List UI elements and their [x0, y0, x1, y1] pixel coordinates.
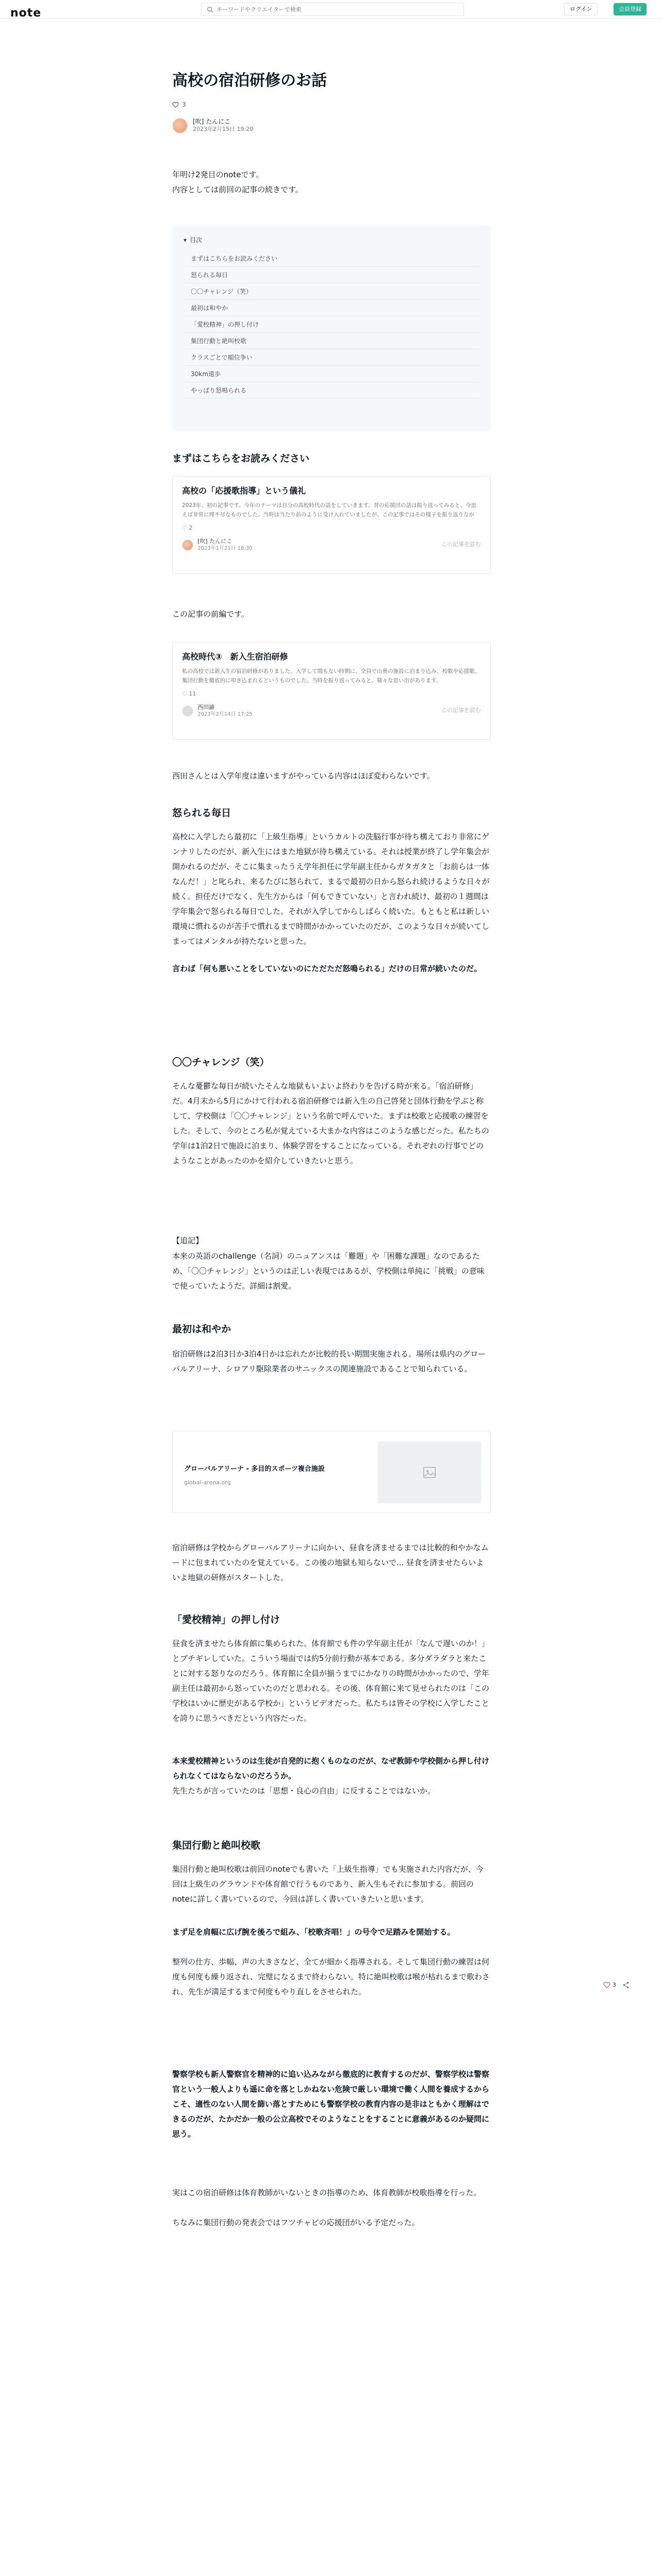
paragraph: 西田さんとは入学年度は違いますがやっている内容はほぼ変わらないです。 — [172, 771, 435, 781]
paragraph: 集団行動と絶叫校歌は前回のnoteでも書いた「上級生指導」でも実施された内容だが、今回は上級生のグラウンドや体育館で行うものであり、新入生もそれに参加する。前回のnoteに詳しく書いているので、今回は詳しく書いていきたいと思います。 — [172, 1865, 484, 1904]
like-count: 3 — [182, 101, 186, 108]
card-like-count: 2 — [189, 524, 193, 531]
image-placeholder-icon — [378, 1442, 481, 1503]
paragraph: 整列の仕方、歩幅、声の大きさなど、全てが細かく指導される。そして集団行動の練習は何度も何度も繰り返され、完璧になるまで終わらない。特に絶叫校歌は喉が枯れるまで歌わされ、先生が満足するまで何度もやり直しをさせられた。 — [172, 1957, 490, 1996]
author-row[interactable] — [172, 117, 253, 133]
toc-title: 目次 — [190, 236, 203, 244]
embedded-note-card[interactable] — [172, 476, 491, 574]
toc-item[interactable]: 30km遠歩 — [184, 366, 479, 382]
ext-card-title: グローバルアリーナ - 多目的スポーツ複合施設 — [184, 1465, 325, 1473]
paragraph: 宿泊研修は2泊3日か3泊4日かは忘れたが比較的長い期間実施される。場所は県内のグローバルアリーナ、シロアリ駆除業者のサニックスの関連施設であることで知られている。 — [172, 1349, 486, 1374]
article-title: 高校の宿泊研修のお話 — [172, 72, 327, 90]
heart-icon[interactable] — [603, 1981, 610, 1989]
search-icon — [207, 6, 213, 13]
paragraph-bold: 警察学校も新人警察官を精神的に追い込みながら徹底的に教育するのだが、警察学校は警察官という一般人よりも遥に命を落としかねない危険で厳しい環境で働く人間を養成するからこそ、適性のない人間を篩い落とすためにも警察学校の教育内容の是非はともかく理解はできるのだが、たかだか一般の公立高校でそのようなことをすることに意義があるのか疑問に思う。 — [172, 2070, 490, 2139]
card-author: 西田諭 — [197, 703, 214, 710]
intro-line-1: 年明け2発目のnoteです。 — [172, 170, 264, 179]
paragraph: 先生たちが言っていたのは「思想・良心の自由」に反することではないか。 — [172, 1786, 436, 1795]
read-link[interactable]: この記事を読む — [441, 707, 481, 714]
card-author: [吹] たんにこ — [197, 537, 233, 545]
paragraph: ちなみに集団行動の発表会ではフツチャビの応援団がいる予定だった。 — [172, 2218, 420, 2227]
note-text: 本来の英語のchallenge（名詞）のニュアンスは「難題」や「困難な課題」なのであるため、「〇〇チャレンジ」というのは正しい表現ではあるが、学校側は単純に「挑戦」の意味で使っていたようだ。詳細は割愛。 — [172, 1251, 485, 1291]
toc-item[interactable]: クラスごとで順位争い — [184, 349, 479, 366]
floating-actions — [603, 1980, 630, 1991]
section-heading: 〇〇チャレンジ（笑） — [172, 1057, 270, 1068]
author-avatar[interactable] — [172, 118, 188, 133]
paragraph: そんな憂鬱な毎日が続いたそんな地獄もいよいよ終わりを告げる時が来る。「宿泊研修」だ。4月末から5月にかけて行われる宿泊研修では新入生の自己啓発と団体行動を学ぶと称して、学校側は「〇〇チャレンジ」という名前で呼んでいた。まずは校歌と応援歌の練習をした。そして、今のところ私が覚えている大まかな内容はこのような感じだった。私たちの学年は1泊2日で施設に泊まり、体験学習をすることになっている。それぞれの行事でどのようなことがあったのかを紹介していきたいと思う。 — [172, 1081, 489, 1165]
intro-line-2: 内容としては前回の記事の続きです。 — [172, 185, 303, 194]
toc-header[interactable] — [184, 234, 479, 246]
card-author-meta — [197, 538, 253, 552]
section-heading: 「愛校精神」の押し付け — [172, 1614, 280, 1625]
section-heading: まずはこちらをお読みください — [172, 453, 310, 464]
card-date: 2023年2月14日 17:25 — [197, 711, 253, 718]
paragraph: 昼食を済ませたら体育館に集められた。体育館でも件の学年副主任が「なんで遅いのか！」とブチギレしていた。こういう場面では約5分前行動が基本である。多分ダラダラと来たことに対する怒りなのだろう。体育館に全員が揃うまでにかなりの時間がかかったので、学年副主任は最初から怒っていたのだと思われる。その後、体育館に来て見せられたのは「この学校はいかに歴史がある学校か」というビデオだった。私たちは皆その学校に入学したことを誇りに思うべきだという内容だった。 — [172, 1639, 490, 1723]
section-heading: 最初は和やか — [172, 1324, 231, 1335]
paragraph: この記事の前編です。 — [172, 609, 249, 619]
card-date: 2023年1月21日 18:30 — [197, 546, 253, 552]
table-of-contents — [172, 225, 491, 431]
card-excerpt: 2023年、初の記事です。今年のテーマは自分の高校時代の話をしていきます。昔の応援団の話は振り返ってみると、今思えば非常に理不尽なものでした。当時は当たり前のように受け入れていましたが、この記事ではその様子を振り返りなが — [182, 502, 477, 518]
card-title: 高校時代③ 新入生宿泊研修 — [182, 652, 288, 662]
toc-item[interactable]: 最初は和やか — [184, 300, 479, 316]
card-author-meta — [197, 704, 253, 718]
card-avatar — [182, 705, 193, 717]
chevron-down-icon[interactable]: ▾ — [184, 236, 187, 244]
author-meta — [193, 117, 253, 133]
search-box[interactable] — [201, 3, 464, 16]
card-avatar — [182, 539, 193, 551]
toc-item[interactable]: やっぱり怒嗚られる — [184, 382, 479, 399]
note-heading: 【追記】 — [172, 1236, 204, 1245]
card-like-row: ♡ 2 — [182, 524, 193, 531]
paragraph-bold: まず足を肩幅に広げ腕を後ろで組み、「校歌斉唱！」の号令で足踏みを開始する。 — [172, 1927, 455, 1937]
search-input[interactable] — [217, 6, 454, 13]
like-row[interactable] — [172, 99, 186, 111]
share-icon[interactable] — [622, 1981, 630, 1989]
card-title: 高校の「応援歌指導」という儀礼 — [182, 486, 306, 496]
note-logo[interactable]: note — [10, 7, 42, 20]
login-button[interactable]: ログイン — [564, 3, 598, 15]
external-link-card[interactable] — [172, 1431, 491, 1513]
card-like-count: 11 — [189, 690, 196, 697]
signup-button[interactable]: 会員登録 — [614, 3, 647, 15]
author-name[interactable]: [吹] たんにこ — [193, 118, 231, 125]
card-like-row: ♡ 11 — [182, 690, 196, 697]
heart-icon[interactable] — [172, 101, 179, 108]
paragraph: 実はこの宿泊研修は体育教師がいないときの指導のため、体育教師が校歌指導を行った。 — [172, 2188, 482, 2197]
toc-item[interactable]: まずはこちらをお読みください — [184, 250, 479, 267]
read-link[interactable]: この記事を読む — [441, 541, 481, 548]
section-heading: 怒られる毎日 — [172, 807, 231, 819]
paragraph-bold: 本来愛校精神というのは生徒が自発的に抱くものなのだが、なぜ教師や学校側から押し付けられなくてはならないのだろうか。 — [172, 1756, 490, 1781]
card-excerpt: 私の高校では新入生の宿泊研修がありました。入学して間もない時期に、全員で山奥の施設に泊まり込み、校歌や応援歌、集団行動を徹底的に叩き込まれるというものでした。当時を振り返ってみると、様々な思い出があります。 — [182, 668, 481, 684]
card-footer — [182, 538, 481, 552]
site-header — [0, 0, 662, 19]
paragraph: 高校に入学したら最初に「上級生指導」というカルトの洗脳行事が待ち構えており非常にゲンナリしたのだが、新入生にはまた地獄が待ち構えている。それは授業が終了し学年集会が開かれるのだが、そこに集まったうえ学年担任に学年副主任からガタガタと「お前らは一体なんだ！」と叱られ、来るたびに怒られて、まるで最初の日から怒られ続けるような日々が続く。担任だけでなく、先生方からは「何もできていない」と言われ続け、最初の１週間は学年集会で怒られる毎日でした。それが入学してからしばらく続いた。もともと私は新しい環境に慣れるのが苦手で慣れるまで時間がかかっていたのだが、このような日々が続いてしまってはメンタルが持たないと思った。 — [172, 832, 490, 946]
publish-date: 2023年2月15日 19:20 — [193, 126, 254, 133]
embedded-note-card[interactable] — [172, 642, 491, 740]
paragraph: 宿泊研修は学校からグローバルアリーナに向かい、昼食を済ませるまでは比較的和やかなムードに包まれていたのを覚えている。この後の地獄も知らないで... 昼食を済ませたらいよいよ地獄の研修がスタートした。 — [172, 1543, 489, 1582]
section-heading: 集団行動と絶叫校歌 — [172, 1840, 261, 1851]
paragraph-bold: 言わば「何も悪いことをしていないのにただただ怒鳴られる」だけの日常が続いたのだ。 — [172, 964, 482, 973]
toc-item[interactable]: 集団行動と絶叫校歌 — [184, 333, 479, 349]
toc-item[interactable]: 「愛校精神」の押し付け — [184, 316, 479, 333]
card-footer — [182, 704, 481, 718]
toc-item[interactable]: 怒られる毎日 — [184, 267, 479, 283]
side-like-count: 3 — [613, 1981, 616, 1988]
like-action[interactable] — [603, 1980, 616, 1991]
ext-card-url: global-arena.org — [184, 1479, 231, 1486]
toc-item[interactable]: 〇〇チャレンジ（笑） — [184, 283, 479, 300]
